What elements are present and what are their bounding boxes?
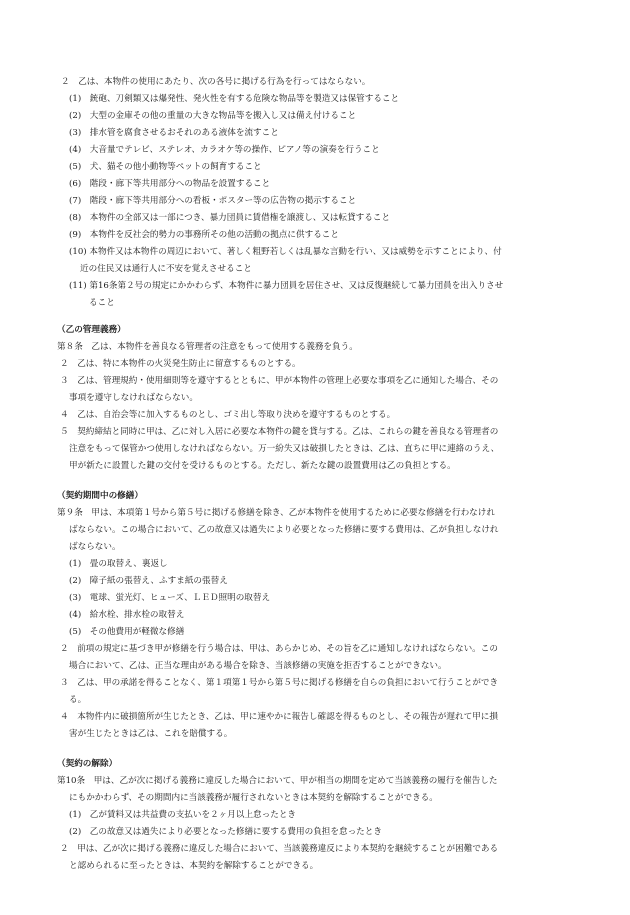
list-item: (5) その他費用が軽微な修繕 [69, 627, 185, 637]
list-item: (2) 大型の金庫その他の重量の大きな物品等を搬入し又は備え付けること [69, 111, 357, 121]
article-title-line: 第８条 乙は、本物件を善良なる管理者の注意をもって使用する義務を負う。 [57, 342, 358, 352]
paragraph-line: ２ 甲は、乙が次に掲げる義務に違反した場合において、当該義務違反により本契約を継続することが困難である [60, 844, 499, 854]
paragraph-line: 注意をもって保管かつ使用しなければならない。万一紛失又は破損したときは、乙は、直ちに甲に連絡のうえ、 [69, 444, 500, 454]
paragraph-line: ２ 前項の規定に基づき甲が修繕を行う場合は、甲は、あらかじめ、その旨を乙に通知しなければならない。この [60, 644, 498, 654]
paragraph-line: 事項を遵守しなければならない。 [69, 393, 198, 403]
article-title-line: 第10条 甲は、乙が次に掲げる義務に違反した場合において、甲が相当の期間を定めて当該義務の履行を催告した [57, 776, 498, 786]
paragraph-line: ４ 乙は、自治会等に加入するものとし、ゴミ出し等取り決めを遵守するものとする。 [60, 410, 396, 420]
list-item: (3) 排水管を腐食させるおそれのある液体を流すこと [69, 128, 279, 138]
list-item: (9) 本物件を反社会的勢力の事務所その他の活動の拠点に供すること [69, 230, 339, 240]
list-item: (1) 畳の取替え、裏返し [69, 559, 168, 569]
article-heading: （乙の管理義務） [57, 325, 126, 335]
list-item: (1) 銃砲、刀剣類又は爆発性、発火性を有する危険な物品等を製造又は保管すること [69, 94, 400, 104]
article-9-body [57, 505, 579, 743]
list-item: (1) 乙が賃料又は共益費の支払いを２ヶ月以上怠ったとき [69, 810, 297, 820]
paragraph-line: ５ 契約締結と同時に甲は、乙に対し入居に必要な本物件の鍵を貸与する。乙は、これらの鍵を善良なる管理者の [60, 427, 499, 437]
list-item: (6) 階段・廊下等共用部分への物品を設置すること [69, 179, 271, 189]
paragraph-text: ２ 乙は、本物件の使用にあたり、次の各号に掲げる行為を行ってはならない。 [61, 77, 371, 87]
paragraph-line: ３ 乙は、甲の承諾を得ることなく、第１項第１号から第５号に掲げる修繕を自らの負担において行うことができ [60, 678, 499, 688]
article-10-body [57, 773, 579, 875]
article-8-body [57, 339, 579, 475]
list-item: (5) 犬、猫その他小動物等ペットの飼育すること [69, 162, 262, 172]
list-item: (11) 第16条第２号の規定にかかわらず、本物件に暴力団員を居住させ、又は反復継続して暴力団員を出入りさせ [69, 281, 504, 291]
list-item: (10) 本物件又は本物件の周辺において、著しく粗野若しくは乱暴な言動を行い、又は威勢を示すことにより、付 [69, 247, 502, 257]
list-item: (4) 大音量でテレビ、ステレオ、カラオケ等の操作、ピアノ等の演奏を行うこと [69, 145, 380, 155]
list-item: (2) 障子紙の張替え、ふすま紙の張替え [69, 576, 228, 586]
paragraph-line: 害が生じたときは乙は、これを賠償する。 [69, 729, 233, 739]
paragraph-line: ばならない。 [69, 542, 121, 552]
article-8 [57, 322, 579, 339]
list-item-continuation: ること [89, 298, 115, 308]
list-item: (2) 乙の故意又は過失により必要となった修繕に要する費用の負担を怠ったとき [69, 827, 382, 837]
paragraph-line: ３ 乙は、管理規約・使用細則等を遵守するとともに、甲が本物件の管理上必要な事項を乙に通知した場合、その [60, 376, 499, 386]
paragraph-line: にもかかわらず、その期間内に当該義務が履行されないときは本契約を解除することができる。 [69, 793, 438, 803]
article-7-item-list [69, 91, 579, 312]
article-7-paragraph-2 [57, 74, 579, 91]
list-item: (8) 本物件の全部又は一部につき、暴力団員に賃借権を譲渡し、又は転貸すること [69, 213, 391, 223]
paragraph-line: る。 [69, 695, 87, 705]
paragraph-line: 場合において、乙は、正当な理由がある場合を除き、当該修繕の実施を拒否することができない。 [69, 661, 447, 671]
article-heading: （契約の解除） [57, 759, 118, 769]
article-9 [57, 488, 579, 505]
list-item-continuation: 近の住民又は通行人に不安を覚えさせること [80, 264, 252, 274]
list-item: (3) 電球、蛍光灯、ヒューズ、ＬＥＤ照明の取替え [69, 593, 271, 603]
list-item: (4) 給水栓、排水栓の取替え [69, 610, 185, 620]
paragraph-line: ばならない。この場合において、乙の故意又は過失により必要となった修繕に要する費用は、乙が負担しなけれ [69, 525, 499, 535]
paragraph-line: と認められるに至ったときは、本契約を解除することができる。 [69, 861, 319, 871]
paragraph-line: ２ 乙は、特に本物件の火災発生防止に留意するものとする。 [60, 359, 301, 369]
article-heading: （契約期間中の修繕） [57, 491, 143, 501]
paragraph-line: 甲が新たに設置した鍵の交付を受けるものとする。ただし、新たな鍵の設置費用は乙の負担とする。 [69, 461, 456, 471]
article-title-line: 第９条 甲は、本項第１号から第５号に掲げる修繕を除き、乙が本物件を使用するために必要な修繕を行わなけれ [57, 508, 495, 518]
article-10 [57, 756, 579, 773]
paragraph-line: ４ 本物件内に破損箇所が生じたとき、乙は、甲に速やかに報告し確認を得るものとし、その報告が遅れて甲に損 [60, 712, 498, 722]
list-item: (7) 階段・廊下等共用部分への看板・ポスター等の広告物の掲示すること [69, 196, 357, 206]
